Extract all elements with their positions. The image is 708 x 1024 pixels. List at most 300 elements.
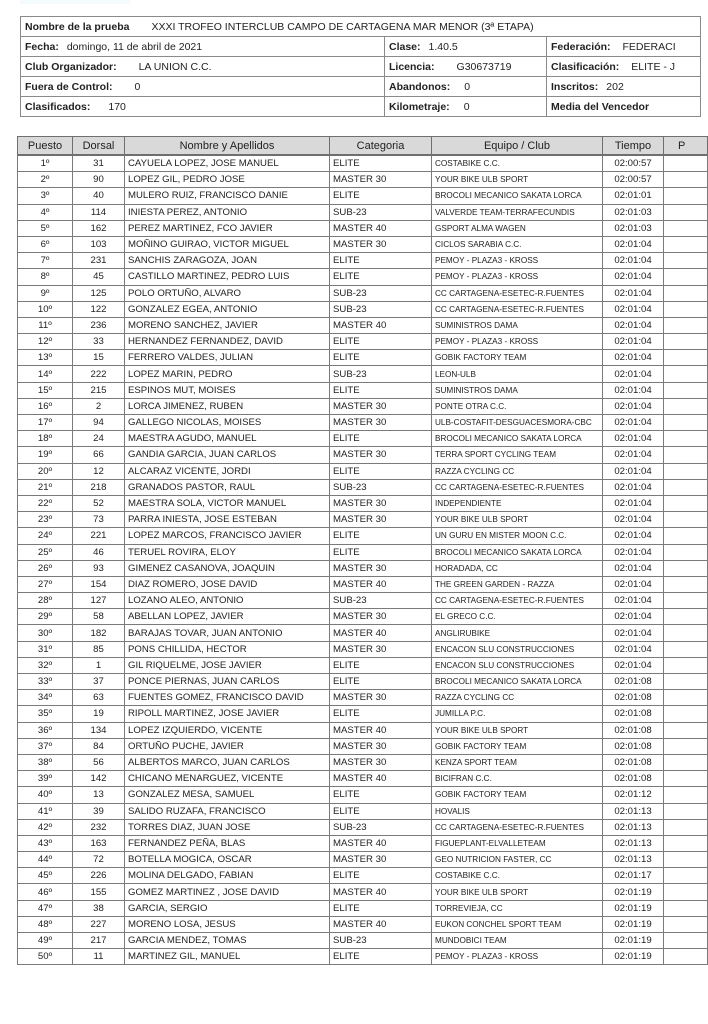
- p-cell: [664, 690, 708, 706]
- info-row: [21, 37, 701, 57]
- table-row: [18, 835, 708, 851]
- race-name-row: [21, 17, 701, 37]
- top-highlight-bar: [20, 0, 130, 4]
- nombre-cell: MORENO SANCHEZ, JAVIER: [125, 317, 330, 333]
- puesto-cell: 9º: [18, 285, 73, 301]
- dorsal-cell: 1: [73, 657, 125, 673]
- nombre-cell: MOLINA DELGADO, FABIAN: [125, 868, 330, 884]
- dorsal-cell: 127: [73, 593, 125, 609]
- categoria-cell: ELITE: [330, 706, 432, 722]
- nombre-cell: PARRA INIESTA, JOSE ESTEBAN: [125, 512, 330, 528]
- tiempo-cell: 02:01:04: [603, 512, 664, 528]
- nombre-cell: GIL RIQUELME, JOSE JAVIER: [125, 657, 330, 673]
- nombre-cell: SANCHIS ZARAGOZA, JOAN: [125, 253, 330, 269]
- categoria-cell: MASTER 40: [330, 835, 432, 851]
- nombre-cell: DIAZ ROMERO, JOSE DAVID: [125, 576, 330, 592]
- results-body: [18, 155, 708, 965]
- puesto-cell: 27º: [18, 576, 73, 592]
- nombre-cell: POLO ORTUÑO, ALVARO: [125, 285, 330, 301]
- equipo-cell: COSTABIKE C.C.: [432, 155, 603, 172]
- fuera-value: 0: [134, 80, 141, 93]
- puesto-cell: 7º: [18, 253, 73, 269]
- tiempo-cell: 02:01:04: [603, 253, 664, 269]
- puesto-cell: 45º: [18, 868, 73, 884]
- puesto-cell: 14º: [18, 366, 73, 382]
- equipo-cell: BROCOLI MECANICO SAKATA LORCA: [432, 544, 603, 560]
- nombre-cell: PONS CHILLIDA, HECTOR: [125, 641, 330, 657]
- table-row: [18, 285, 708, 301]
- puesto-cell: 50º: [18, 949, 73, 965]
- nombre-cell: GARCIA MENDEZ, TOMAS: [125, 933, 330, 949]
- federacion-label: Federación:: [551, 40, 611, 53]
- puesto-cell: 43º: [18, 835, 73, 851]
- categoria-cell: MASTER 30: [330, 172, 432, 188]
- equipo-cell: RAZZA CYCLING CC: [432, 690, 603, 706]
- dorsal-cell: 40: [73, 188, 125, 204]
- equipo-cell: PEMOY - PLAZA3 - KROSS: [432, 949, 603, 965]
- tiempo-cell: 02:01:13: [603, 852, 664, 868]
- nombre-cell: GONZALEZ EGEA, ANTONIO: [125, 301, 330, 317]
- tiempo-cell: 02:01:17: [603, 868, 664, 884]
- nombre-cell: LOPEZ IZQUIERDO, VICENTE: [125, 722, 330, 738]
- nombre-cell: FERRERO VALDES, JULIAN: [125, 350, 330, 366]
- categoria-cell: ELITE: [330, 787, 432, 803]
- p-cell: [664, 933, 708, 949]
- puesto-cell: 1º: [18, 155, 73, 172]
- equipo-cell: TORREVIEJA, CC: [432, 900, 603, 916]
- puesto-cell: 10º: [18, 301, 73, 317]
- race-name-value: XXXI TROFEO INTERCLUB CAMPO DE CARTAGENA MAR MENOR (3ª ETAPA): [151, 20, 534, 33]
- tiempo-cell: 02:01:19: [603, 884, 664, 900]
- puesto-cell: 11º: [18, 317, 73, 333]
- table-row: [18, 415, 708, 431]
- kilometraje-value: 0: [463, 100, 470, 113]
- p-cell: [664, 236, 708, 252]
- categoria-cell: ELITE: [330, 544, 432, 560]
- nombre-cell: HERNANDEZ FERNANDEZ, DAVID: [125, 334, 330, 350]
- nombre-cell: ORTUÑO PUCHE, JAVIER: [125, 738, 330, 754]
- tiempo-cell: 02:01:13: [603, 803, 664, 819]
- dorsal-cell: 222: [73, 366, 125, 382]
- header-categoria: Categoria: [330, 137, 432, 156]
- table-row: [18, 787, 708, 803]
- dorsal-cell: 227: [73, 916, 125, 932]
- table-row: [18, 593, 708, 609]
- info-row: [21, 97, 701, 117]
- table-row: [18, 172, 708, 188]
- categoria-cell: ELITE: [330, 868, 432, 884]
- inscritos-label: Inscritos:: [551, 80, 599, 93]
- p-cell: [664, 220, 708, 236]
- club-label: Club Organizador:: [25, 60, 117, 73]
- tiempo-cell: 02:01:08: [603, 690, 664, 706]
- p-cell: [664, 544, 708, 560]
- tiempo-cell: 02:01:19: [603, 949, 664, 965]
- table-row: [18, 868, 708, 884]
- tiempo-cell: 02:00:57: [603, 172, 664, 188]
- categoria-cell: SUB-23: [330, 366, 432, 382]
- categoria-cell: MASTER 40: [330, 220, 432, 236]
- abandonos-cell: [385, 77, 547, 97]
- tiempo-cell: 02:01:04: [603, 334, 664, 350]
- nombre-cell: RIPOLL MARTINEZ, JOSE JAVIER: [125, 706, 330, 722]
- equipo-cell: SUMINISTROS DAMA: [432, 317, 603, 333]
- fuera-cell: [21, 77, 385, 97]
- clasificados-value: 170: [108, 100, 126, 113]
- categoria-cell: SUB-23: [330, 301, 432, 317]
- p-cell: [664, 285, 708, 301]
- categoria-cell: MASTER 30: [330, 738, 432, 754]
- table-row: [18, 803, 708, 819]
- p-cell: [664, 625, 708, 641]
- categoria-cell: MASTER 30: [330, 512, 432, 528]
- dorsal-cell: 122: [73, 301, 125, 317]
- dorsal-cell: 52: [73, 495, 125, 511]
- p-cell: [664, 415, 708, 431]
- categoria-cell: ELITE: [330, 949, 432, 965]
- tiempo-cell: 02:01:04: [603, 544, 664, 560]
- p-cell: [664, 754, 708, 770]
- p-cell: [664, 269, 708, 285]
- equipo-cell: ENCACON SLU CONSTRUCCIONES: [432, 641, 603, 657]
- categoria-cell: MASTER 30: [330, 495, 432, 511]
- puesto-cell: 46º: [18, 884, 73, 900]
- categoria-cell: ELITE: [330, 382, 432, 398]
- licencia-label: Licencia:: [389, 60, 435, 73]
- table-row: [18, 738, 708, 754]
- p-cell: [664, 463, 708, 479]
- dorsal-cell: 90: [73, 172, 125, 188]
- p-cell: [664, 641, 708, 657]
- dorsal-cell: 154: [73, 576, 125, 592]
- tiempo-cell: 02:01:12: [603, 787, 664, 803]
- nombre-cell: ALBERTOS MARCO, JUAN CARLOS: [125, 754, 330, 770]
- dorsal-cell: 226: [73, 868, 125, 884]
- table-row: [18, 463, 708, 479]
- puesto-cell: 31º: [18, 641, 73, 657]
- p-cell: [664, 172, 708, 188]
- tiempo-cell: 02:01:04: [603, 576, 664, 592]
- nombre-cell: PEREZ MARTINEZ, FCO JAVIER: [125, 220, 330, 236]
- equipo-cell: PEMOY - PLAZA3 - KROSS: [432, 334, 603, 350]
- categoria-cell: MASTER 30: [330, 609, 432, 625]
- table-row: [18, 900, 708, 916]
- tiempo-cell: 02:01:04: [603, 641, 664, 657]
- equipo-cell: GOBIK FACTORY TEAM: [432, 350, 603, 366]
- categoria-cell: ELITE: [330, 674, 432, 690]
- tiempo-cell: 02:01:13: [603, 819, 664, 835]
- header-equipo: Equipo / Club: [432, 137, 603, 156]
- equipo-cell: CC CARTAGENA-ESETEC-R.FUENTES: [432, 819, 603, 835]
- table-row: [18, 447, 708, 463]
- equipo-cell: SUMINISTROS DAMA: [432, 382, 603, 398]
- nombre-cell: CASTILLO MARTINEZ, PEDRO LUIS: [125, 269, 330, 285]
- equipo-cell: RAZZA CYCLING CC: [432, 463, 603, 479]
- clasificados-label: Clasificados:: [25, 100, 91, 113]
- tiempo-cell: 02:01:04: [603, 269, 664, 285]
- categoria-cell: MASTER 30: [330, 447, 432, 463]
- equipo-cell: ENCACON SLU CONSTRUCCIONES: [432, 657, 603, 673]
- equipo-cell: ANGLIRUBIKE: [432, 625, 603, 641]
- federacion-cell: [547, 37, 701, 57]
- nombre-cell: GALLEGO NICOLAS, MOISES: [125, 415, 330, 431]
- table-row: [18, 949, 708, 965]
- categoria-cell: MASTER 40: [330, 576, 432, 592]
- table-row: [18, 220, 708, 236]
- equipo-cell: LEON-ULB: [432, 366, 603, 382]
- categoria-cell: MASTER 30: [330, 560, 432, 576]
- dorsal-cell: 72: [73, 852, 125, 868]
- nombre-cell: INIESTA PEREZ, ANTONIO: [125, 204, 330, 220]
- puesto-cell: 13º: [18, 350, 73, 366]
- clasificados-cell: [21, 97, 385, 117]
- table-row: [18, 544, 708, 560]
- puesto-cell: 29º: [18, 609, 73, 625]
- table-row: [18, 382, 708, 398]
- dorsal-cell: 11: [73, 949, 125, 965]
- nombre-cell: MAESTRA AGUDO, MANUEL: [125, 431, 330, 447]
- p-cell: [664, 706, 708, 722]
- dorsal-cell: 134: [73, 722, 125, 738]
- dorsal-cell: 33: [73, 334, 125, 350]
- categoria-cell: MASTER 30: [330, 415, 432, 431]
- puesto-cell: 47º: [18, 900, 73, 916]
- table-row: [18, 366, 708, 382]
- federacion-value: FEDERACI: [622, 40, 676, 53]
- race-info-table: [20, 16, 701, 117]
- tiempo-cell: 02:01:08: [603, 738, 664, 754]
- categoria-cell: MASTER 40: [330, 771, 432, 787]
- puesto-cell: 25º: [18, 544, 73, 560]
- p-cell: [664, 674, 708, 690]
- puesto-cell: 38º: [18, 754, 73, 770]
- fuera-label: Fuera de Control:: [25, 80, 113, 93]
- licencia-cell: [385, 57, 547, 77]
- table-row: [18, 398, 708, 414]
- tiempo-cell: 02:01:13: [603, 835, 664, 851]
- categoria-cell: MASTER 40: [330, 625, 432, 641]
- categoria-cell: SUB-23: [330, 204, 432, 220]
- tiempo-cell: 02:01:04: [603, 317, 664, 333]
- dorsal-cell: 46: [73, 544, 125, 560]
- p-cell: [664, 155, 708, 172]
- table-row: [18, 884, 708, 900]
- nombre-cell: MORENO LOSA, JESUS: [125, 916, 330, 932]
- categoria-cell: SUB-23: [330, 479, 432, 495]
- tiempo-cell: 02:01:04: [603, 447, 664, 463]
- nombre-cell: MARTINEZ GIL, MANUEL: [125, 949, 330, 965]
- puesto-cell: 21º: [18, 479, 73, 495]
- p-cell: [664, 528, 708, 544]
- nombre-cell: FERNANDEZ PEÑA, BLAS: [125, 835, 330, 851]
- p-cell: [664, 900, 708, 916]
- p-cell: [664, 479, 708, 495]
- tiempo-cell: 02:01:04: [603, 236, 664, 252]
- p-cell: [664, 916, 708, 932]
- table-row: [18, 560, 708, 576]
- dorsal-cell: 13: [73, 787, 125, 803]
- puesto-cell: 35º: [18, 706, 73, 722]
- table-row: [18, 933, 708, 949]
- tiempo-cell: 02:01:04: [603, 593, 664, 609]
- categoria-cell: ELITE: [330, 900, 432, 916]
- puesto-cell: 3º: [18, 188, 73, 204]
- puesto-cell: 18º: [18, 431, 73, 447]
- nombre-cell: LOPEZ MARCOS, FRANCISCO JAVIER: [125, 528, 330, 544]
- p-cell: [664, 301, 708, 317]
- info-row: [21, 77, 701, 97]
- table-row: [18, 155, 708, 172]
- tiempo-cell: 02:01:04: [603, 625, 664, 641]
- nombre-cell: MAESTRA SOLA, VICTOR MANUEL: [125, 495, 330, 511]
- dorsal-cell: 162: [73, 220, 125, 236]
- puesto-cell: 40º: [18, 787, 73, 803]
- header-nombre: Nombre y Apellidos: [125, 137, 330, 156]
- table-row: [18, 495, 708, 511]
- nombre-cell: BARAJAS TOVAR, JUAN ANTONIO: [125, 625, 330, 641]
- dorsal-cell: 15: [73, 350, 125, 366]
- categoria-cell: SUB-23: [330, 819, 432, 835]
- equipo-cell: BROCOLI MECANICO SAKATA LORCA: [432, 188, 603, 204]
- equipo-cell: CC CARTAGENA-ESETEC-R.FUENTES: [432, 285, 603, 301]
- nombre-cell: GONZALEZ MESA, SAMUEL: [125, 787, 330, 803]
- tiempo-cell: 02:01:04: [603, 431, 664, 447]
- p-cell: [664, 366, 708, 382]
- categoria-cell: MASTER 30: [330, 641, 432, 657]
- dorsal-cell: 2: [73, 398, 125, 414]
- puesto-cell: 39º: [18, 771, 73, 787]
- nombre-cell: GARCIA, SERGIO: [125, 900, 330, 916]
- equipo-cell: CC CARTAGENA-ESETEC-R.FUENTES: [432, 593, 603, 609]
- equipo-cell: HOVALIS: [432, 803, 603, 819]
- dorsal-cell: 39: [73, 803, 125, 819]
- p-cell: [664, 495, 708, 511]
- nombre-cell: LOPEZ GIL, PEDRO JOSE: [125, 172, 330, 188]
- nombre-cell: GIMENEZ CASANOVA, JOAQUIN: [125, 560, 330, 576]
- categoria-cell: MASTER 30: [330, 398, 432, 414]
- tiempo-cell: 02:01:03: [603, 220, 664, 236]
- table-row: [18, 301, 708, 317]
- categoria-cell: ELITE: [330, 253, 432, 269]
- table-row: [18, 706, 708, 722]
- equipo-cell: TERRA SPORT CYCLING TEAM: [432, 447, 603, 463]
- dorsal-cell: 221: [73, 528, 125, 544]
- table-row: [18, 852, 708, 868]
- nombre-cell: BOTELLA MOGICA, OSCAR: [125, 852, 330, 868]
- equipo-cell: THE GREEN GARDEN - RAZZA: [432, 576, 603, 592]
- puesto-cell: 41º: [18, 803, 73, 819]
- categoria-cell: MASTER 30: [330, 852, 432, 868]
- equipo-cell: EL GRECO C.C.: [432, 609, 603, 625]
- equipo-cell: PONTE OTRA C.C.: [432, 398, 603, 414]
- p-cell: [664, 609, 708, 625]
- dorsal-cell: 66: [73, 447, 125, 463]
- puesto-cell: 23º: [18, 512, 73, 528]
- equipo-cell: COSTABIKE C.C.: [432, 868, 603, 884]
- dorsal-cell: 163: [73, 835, 125, 851]
- race-name-cell: [21, 17, 701, 37]
- nombre-cell: ALCARAZ VICENTE, JORDI: [125, 463, 330, 479]
- equipo-cell: YOUR BIKE ULB SPORT: [432, 722, 603, 738]
- dorsal-cell: 236: [73, 317, 125, 333]
- tiempo-cell: 02:01:08: [603, 754, 664, 770]
- dorsal-cell: 125: [73, 285, 125, 301]
- inscritos-value: 202: [606, 80, 624, 93]
- header-dorsal: Dorsal: [73, 137, 125, 156]
- table-row: [18, 690, 708, 706]
- equipo-cell: GOBIK FACTORY TEAM: [432, 738, 603, 754]
- tiempo-cell: 02:01:01: [603, 188, 664, 204]
- p-cell: [664, 334, 708, 350]
- puesto-cell: 19º: [18, 447, 73, 463]
- dorsal-cell: 94: [73, 415, 125, 431]
- nombre-cell: GRANADOS PASTOR, RAUL: [125, 479, 330, 495]
- table-row: [18, 479, 708, 495]
- categoria-cell: ELITE: [330, 269, 432, 285]
- dorsal-cell: 84: [73, 738, 125, 754]
- inscritos-cell: [547, 77, 701, 97]
- dorsal-cell: 218: [73, 479, 125, 495]
- nombre-cell: CHICANO MENARGUEZ, VICENTE: [125, 771, 330, 787]
- categoria-cell: ELITE: [330, 350, 432, 366]
- tiempo-cell: 02:01:04: [603, 382, 664, 398]
- equipo-cell: CICLOS SARABIA C.C.: [432, 236, 603, 252]
- tiempo-cell: 02:01:03: [603, 204, 664, 220]
- p-cell: [664, 803, 708, 819]
- results-table: [17, 136, 708, 965]
- p-cell: [664, 382, 708, 398]
- nombre-cell: MULERO RUIZ, FRANCISCO DANIE: [125, 188, 330, 204]
- equipo-cell: VALVERDE TEAM-TERRAFECUNDIS: [432, 204, 603, 220]
- categoria-cell: ELITE: [330, 463, 432, 479]
- table-row: [18, 674, 708, 690]
- info-row: [21, 57, 701, 77]
- table-row: [18, 771, 708, 787]
- categoria-cell: SUB-23: [330, 593, 432, 609]
- nombre-cell: TORRES DIAZ, JUAN JOSE: [125, 819, 330, 835]
- table-row: [18, 722, 708, 738]
- fecha-label: Fecha:: [25, 40, 59, 53]
- categoria-cell: SUB-23: [330, 933, 432, 949]
- nombre-cell: TERUEL ROVIRA, ELOY: [125, 544, 330, 560]
- categoria-cell: ELITE: [330, 803, 432, 819]
- p-cell: [664, 576, 708, 592]
- table-row: [18, 350, 708, 366]
- categoria-cell: MASTER 40: [330, 722, 432, 738]
- dorsal-cell: 73: [73, 512, 125, 528]
- media-cell: [547, 97, 701, 117]
- licencia-value: G30673719: [456, 60, 512, 73]
- equipo-cell: YOUR BIKE ULB SPORT: [432, 512, 603, 528]
- table-row: [18, 819, 708, 835]
- tiempo-cell: 02:00:57: [603, 155, 664, 172]
- dorsal-cell: 142: [73, 771, 125, 787]
- p-cell: [664, 657, 708, 673]
- dorsal-cell: 155: [73, 884, 125, 900]
- equipo-cell: GSPORT ALMA WAGEN: [432, 220, 603, 236]
- table-row: [18, 236, 708, 252]
- categoria-cell: MASTER 30: [330, 754, 432, 770]
- puesto-cell: 8º: [18, 269, 73, 285]
- tiempo-cell: 02:01:04: [603, 301, 664, 317]
- p-cell: [664, 771, 708, 787]
- abandonos-value: 0: [464, 80, 471, 93]
- p-cell: [664, 819, 708, 835]
- p-cell: [664, 398, 708, 414]
- p-cell: [664, 253, 708, 269]
- p-cell: [664, 852, 708, 868]
- p-cell: [664, 835, 708, 851]
